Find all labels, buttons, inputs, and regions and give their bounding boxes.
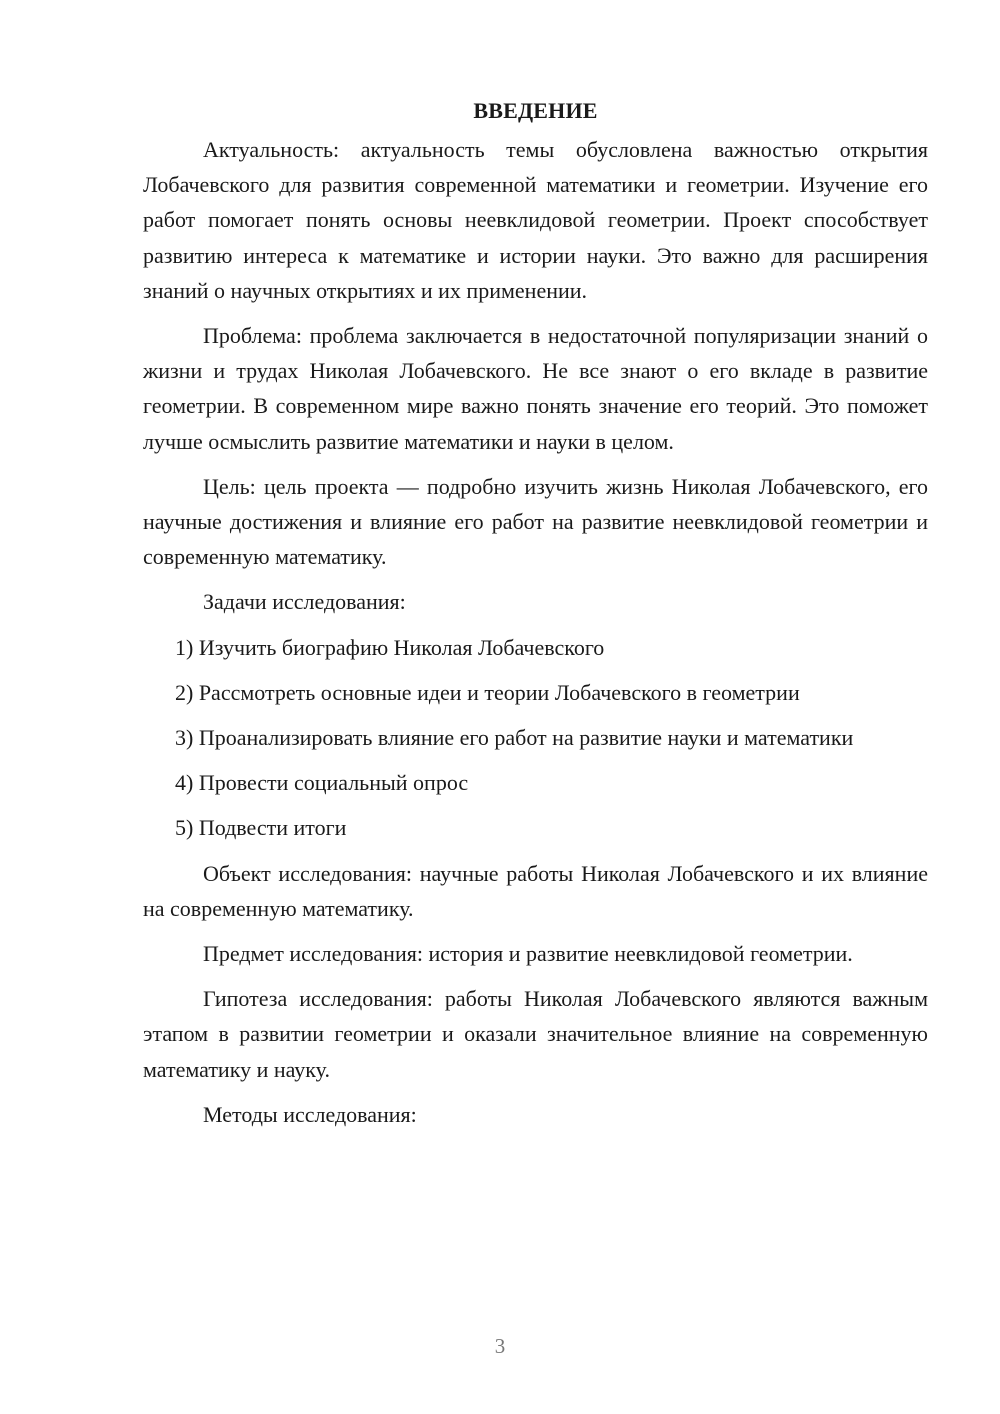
paragraph-methods-intro: Методы исследования:: [203, 1101, 417, 1127]
task-item-5: 5) Подвести итоги: [175, 815, 347, 841]
paragraph-relevance: Актуальность: актуальность темы обусловлена важностью открытия Лобачевского для развития современной математики и геометрии. Изучение его работ помогает понять основы неевклидовой геометрии. Проект способствует развитию интереса к математике и истории науки. Это важно для расширения знаний о научных открытиях и их применении.: [143, 137, 928, 303]
task-item-2: 2) Рассмотреть основные идеи и теории Лобачевского в геометрии: [175, 679, 800, 705]
document-page: [143, 94, 928, 1142]
paragraph-hypothesis: Гипотеза исследования: работы Николая Лобачевского являются важным этапом в развитии геометрии и оказали значительное влияние на современную математику и науку.: [143, 986, 928, 1082]
paragraph-subject: Предмет исследования: история и развитие неевклидовой геометрии.: [203, 941, 853, 967]
section-heading: ВВЕДЕНИЕ: [473, 98, 598, 123]
task-item-4: 4) Провести социальный опрос: [175, 770, 469, 796]
paragraph-object: Объект исследования: научные работы Николая Лобачевского и их влияние на современную математику.: [143, 860, 928, 921]
task-item-3: 3) Проанализировать влияние его работ на развитие науки и математики: [175, 725, 854, 751]
paragraph-problem: Проблема: проблема заключается в недостаточной популяризации знаний о жизни и трудах Николая Лобачевского. Не все знают о его вкладе в развитие геометрии. В современном мире важно понять значение его теорий. Это поможет лучше осмыслить развитие математики и науки в целом.: [143, 323, 928, 454]
task-item-1: 1) Изучить биографию Николая Лобачевского: [175, 634, 605, 660]
page-number: 3: [494, 1334, 506, 1358]
paragraph-tasks-intro: Задачи исследования:: [203, 589, 406, 615]
paragraph-goal: Цель: цель проекта — подробно изучить жизнь Николая Лобачевского, его научные достижения и влияние его работ на развитие неевклидовой геометрии и современную математику.: [143, 473, 928, 570]
